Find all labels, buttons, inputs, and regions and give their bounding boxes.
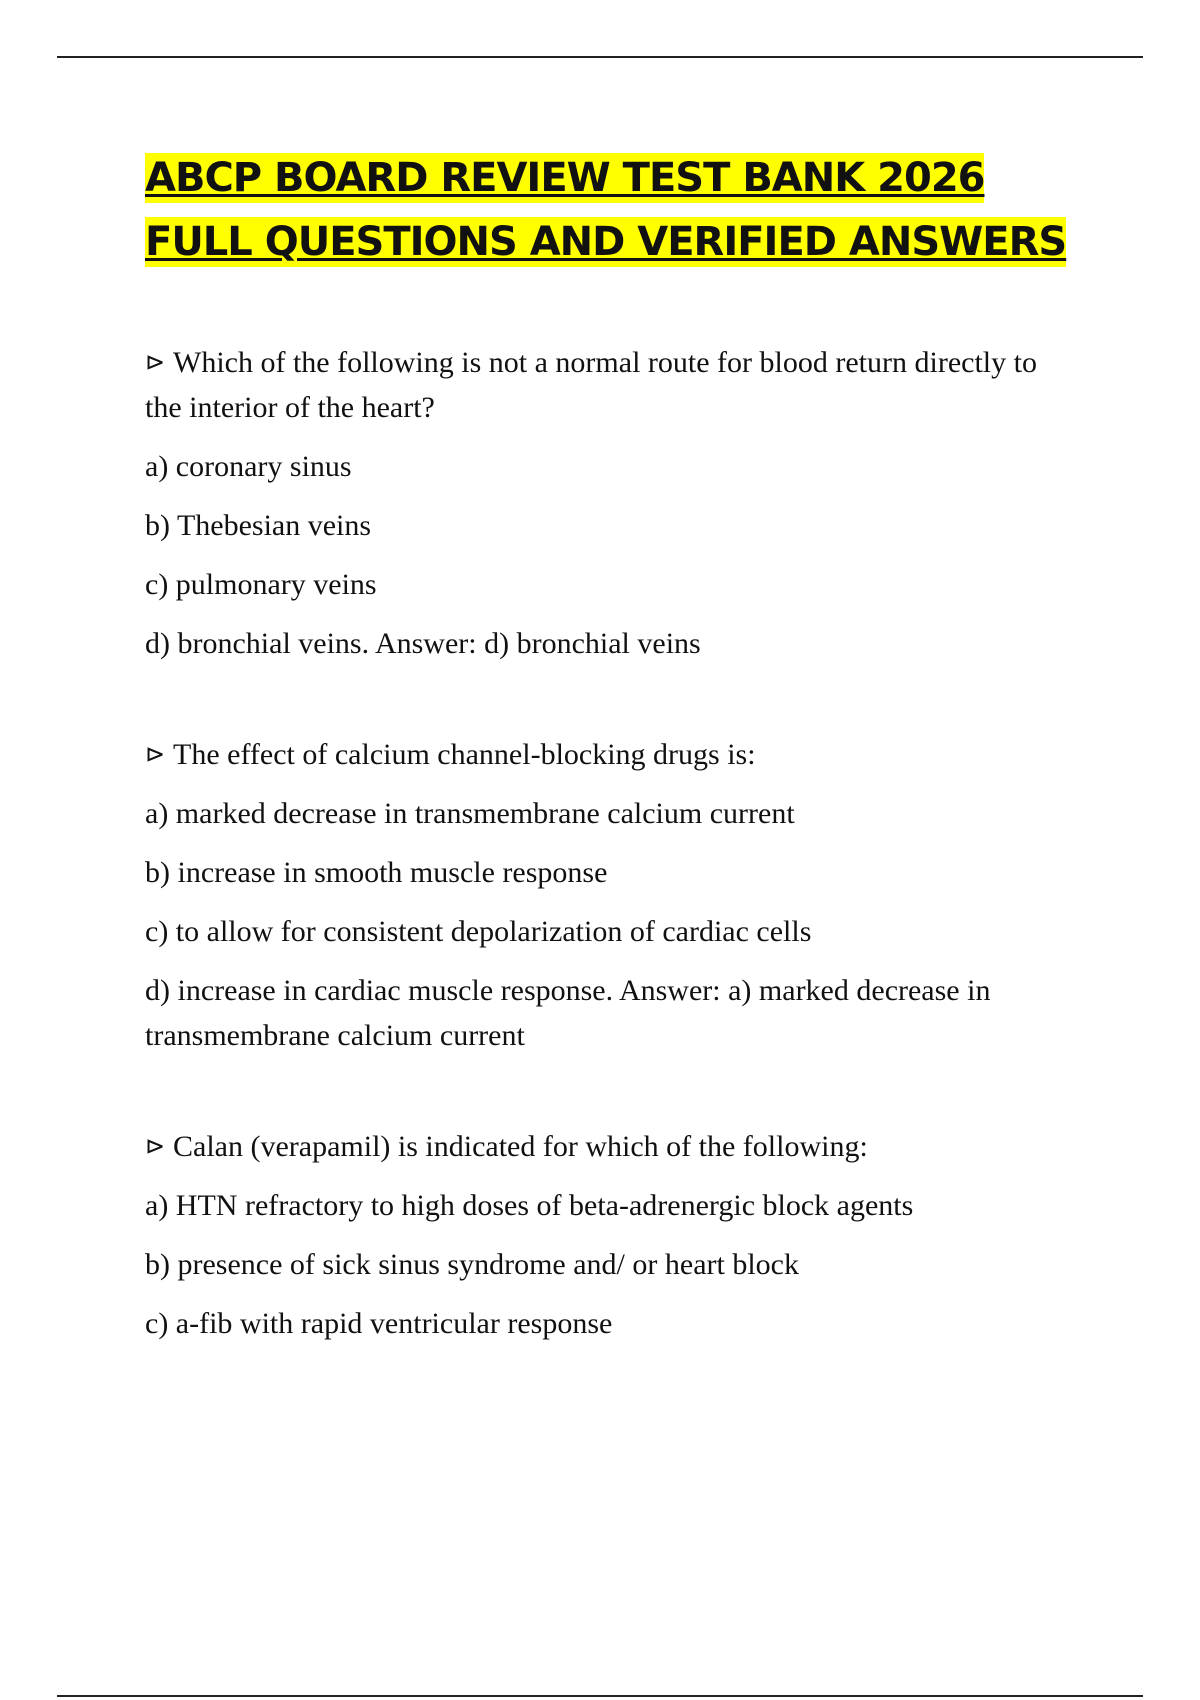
- question-1: [145, 340, 1075, 666]
- arrow-bullet-icon: ⊳: [145, 350, 166, 376]
- option-d-with-answer: d) bronchial veins. Answer: d) bronchial veins: [145, 627, 701, 660]
- option-b: b) presence of sick sinus syndrome and/ or heart block: [145, 1248, 799, 1281]
- option-d-with-answer: d) increase in cardiac muscle response. Answer: a) marked decrease in transmembrane calcium current: [145, 974, 991, 1052]
- question-2: [145, 732, 1075, 1058]
- bottom-divider: [57, 1695, 1143, 1697]
- arrow-bullet-icon: ⊳: [145, 1134, 166, 1160]
- option-b: b) increase in smooth muscle response: [145, 856, 608, 889]
- option-c: c) pulmonary veins: [145, 568, 377, 601]
- question-text: [145, 732, 1075, 777]
- question-list: [145, 340, 1075, 1346]
- page-title: [145, 146, 1145, 274]
- top-divider: [57, 56, 1143, 58]
- title-line-1: ABCP BOARD REVIEW TEST BANK 2026: [145, 155, 985, 201]
- question-text: [145, 340, 1075, 430]
- option-b: b) Thebesian veins: [145, 509, 372, 542]
- option-a: a) HTN refractory to high doses of beta-adrenergic block agents: [145, 1189, 914, 1222]
- option-c: c) to allow for consistent depolarization of cardiac cells: [145, 915, 812, 948]
- option-a: a) coronary sinus: [145, 450, 352, 483]
- question-3-text: Calan (verapamil) is indicated for which of the following:: [173, 1130, 868, 1163]
- question-text: [145, 1124, 1075, 1169]
- option-c: c) a-fib with rapid ventricular response: [145, 1307, 613, 1340]
- question-1-text: Which of the following is not a normal route for blood return directly to the interior of the heart?: [145, 346, 1037, 424]
- question-3: [145, 1124, 1075, 1346]
- title-line-2: FULL QUESTIONS AND VERIFIED ANSWERS: [145, 219, 1067, 265]
- arrow-bullet-icon: ⊳: [145, 742, 166, 768]
- option-a: a) marked decrease in transmembrane calcium current: [145, 797, 795, 830]
- question-2-text: The effect of calcium channel-blocking drugs is:: [173, 738, 756, 771]
